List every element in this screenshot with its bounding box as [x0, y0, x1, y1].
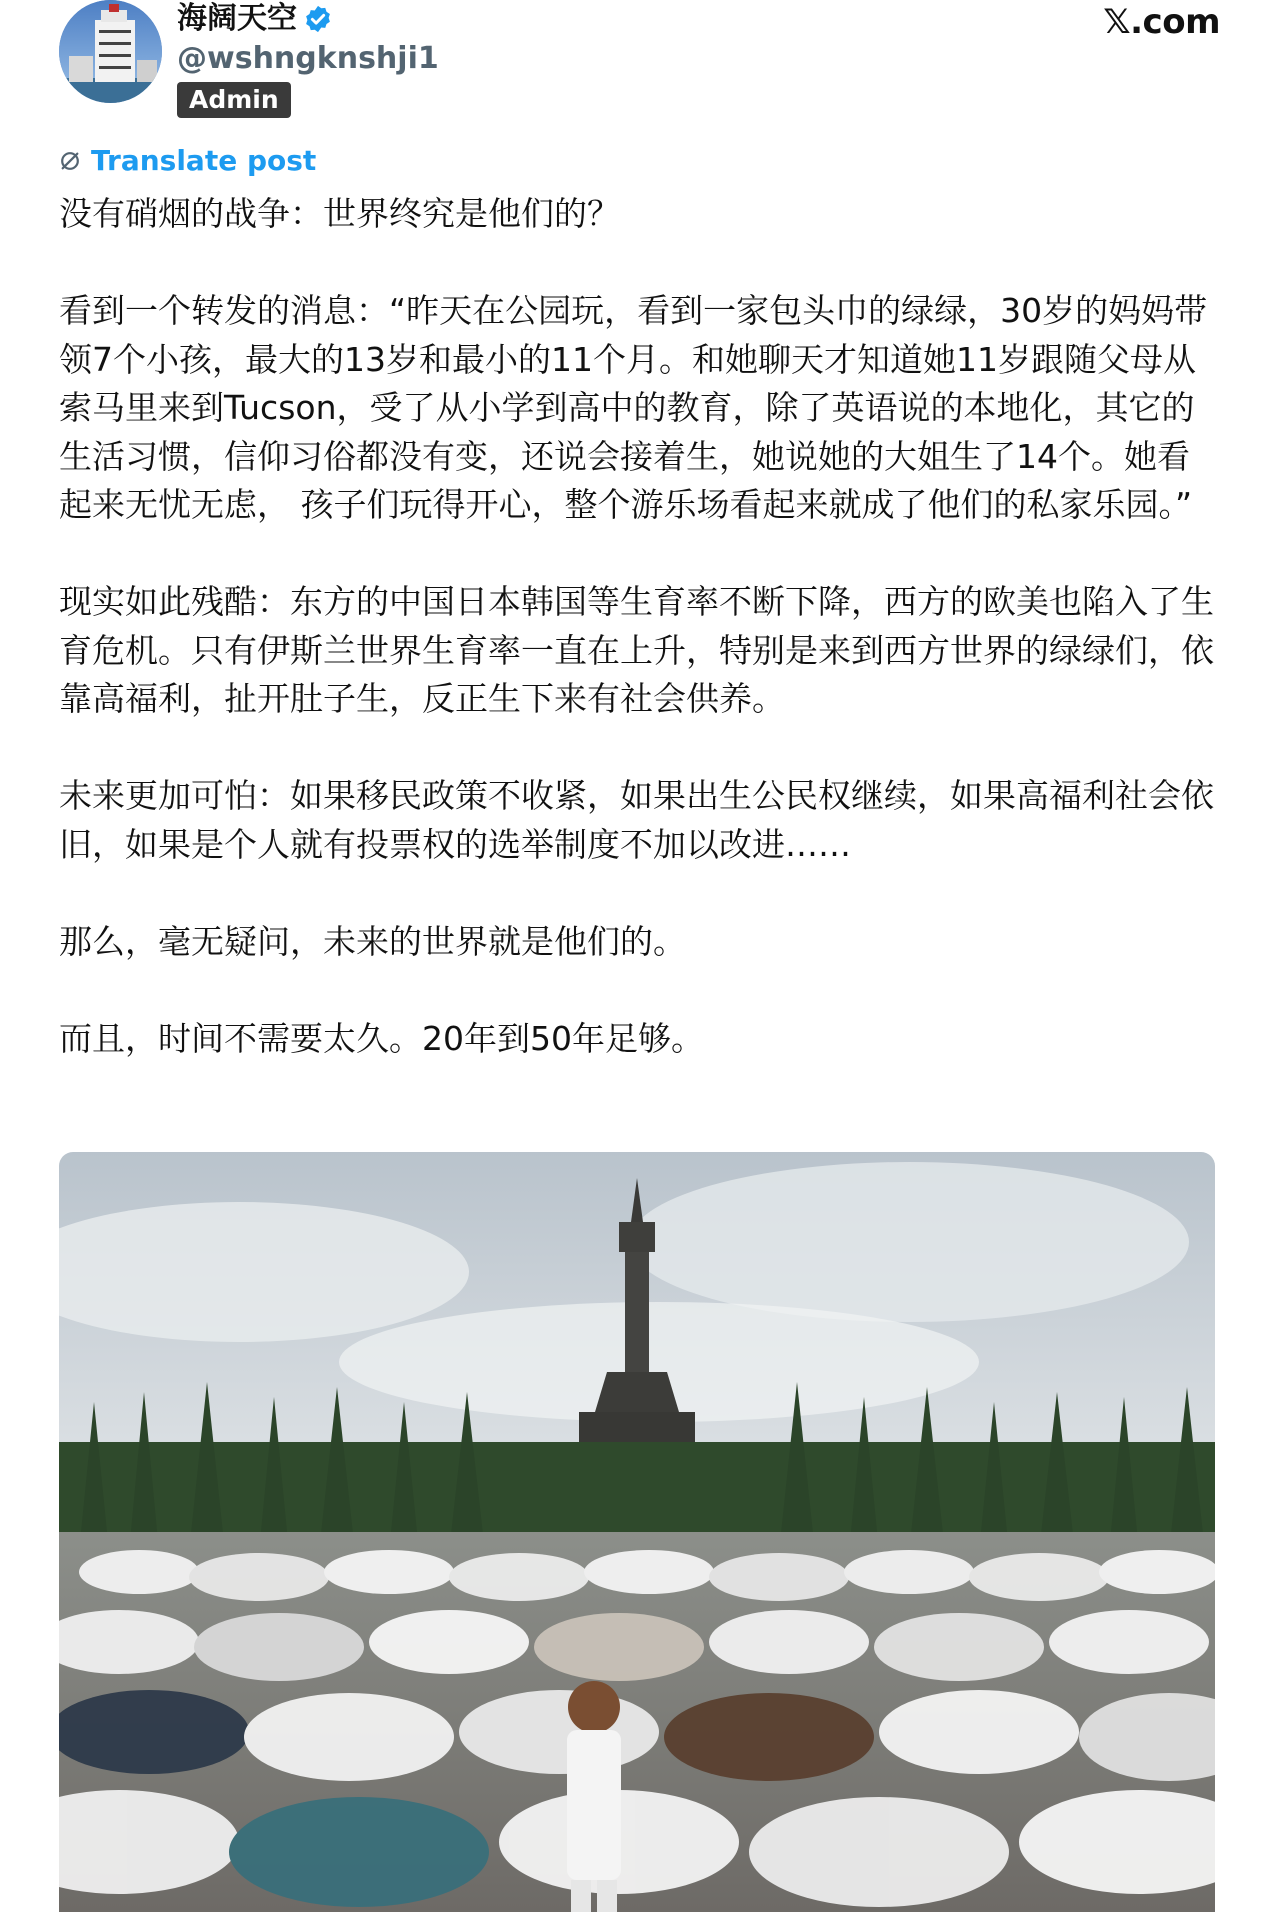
standing-child: [567, 1681, 621, 1912]
translate-post-link[interactable]: [59, 144, 316, 178]
post-paragraph: 那么，毫无疑问，未来的世界就是他们的。: [59, 921, 686, 961]
avatar-cruise-ship-icon: [59, 0, 162, 103]
post-header: [59, 0, 1219, 130]
post-paragraph: 而且，时间不需要太久。20年到50年足够。: [59, 1018, 704, 1058]
post-paragraph: 未来更加可怕：如果移民政策不收紧，如果出生公民权继续，如果高福利社会依旧，如果是个人就有投票权的选举制度不加以改进……: [59, 776, 1214, 864]
crowd-praying-photo: [59, 1152, 1215, 1912]
verified-badge-icon: [303, 4, 333, 34]
post-text: [59, 190, 1219, 1063]
admin-badge: Admin: [177, 82, 291, 118]
translate-post-label: Translate post: [91, 144, 317, 177]
display-name-text: 海阔天空: [177, 1, 297, 36]
user-handle[interactable]: @wshngknshji1: [177, 41, 439, 76]
site-watermark: 𝕏.com: [1103, 2, 1220, 42]
post-paragraph: 现实如此残酷：东方的中国日本韩国等生育率不断下降，西方的欧美也陷入了生育危机。只有伊斯兰世界生育率一直在上升，特别是来到西方世界的绿绿们，依靠高福利，扯开肚子生，反正生下来有社会供养。: [59, 582, 1214, 718]
post-paragraph-title: 没有硝烟的战争：世界终究是他们的？: [59, 194, 620, 233]
post-image[interactable]: [59, 1152, 1215, 1912]
display-name[interactable]: [177, 0, 333, 38]
translate-icon: [59, 150, 81, 172]
avatar[interactable]: [59, 0, 162, 103]
post-paragraph: 看到一个转发的消息：“昨天在公园玩，看到一家包头巾的绿绿，30岁的妈妈带领7个小孩，最大的13岁和最小的11个月。和她聊天才知道她11岁跟随父母从索马里来到Tucson，受了从小学到高中的教育，除了英语说的本地化，其它的生活习惯，信仰习俗都没有变，还说会接着生，她说她的大姐生了14个。她看起来无忧无虑， 孩子们玩得开心，整个游乐场看起来就成了他们的私家乐园。”: [59, 291, 1208, 524]
